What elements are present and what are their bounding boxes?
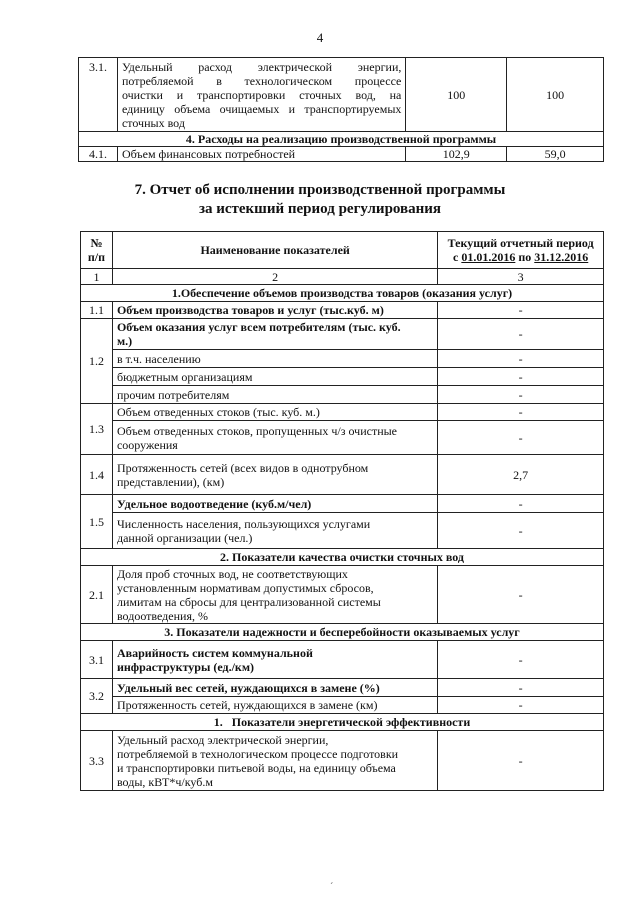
text-line: воды, кВТ*ч/куб.м: [116, 774, 213, 789]
value-cell: -: [438, 350, 604, 368]
section-heading: 7. Отчет об исполнении производственной программы: [134, 182, 506, 198]
period-to: 31.12.2016: [534, 250, 589, 264]
text-line: единицу объема очищаемых и транспортируемых: [121, 101, 402, 116]
report-table: [80, 231, 604, 791]
section-title: 1.Обеспечение объемов производства товаров (оказания услуг): [81, 285, 604, 302]
footer-mark: ´: [330, 882, 334, 893]
header-row: [81, 232, 604, 269]
text-line: водоотведения, %: [116, 608, 208, 623]
text-line: Объем оказания услуг всем потребителям (тыс. куб.: [116, 320, 401, 334]
text-line: Объем отведенных стоков, пропущенных ч/з очистные: [116, 423, 398, 438]
period-range: [442, 250, 599, 264]
text-line: Доля проб сточных вод, не соответствующих: [116, 566, 348, 581]
column-number: 3: [438, 269, 604, 285]
row-number: 1.2: [81, 319, 113, 404]
value-cell: -: [438, 513, 604, 549]
table-row: [81, 566, 604, 624]
indicator-name: Протяженность сетей, нуждающихся в замене (км): [112, 697, 437, 714]
indicator-name: Удельный вес сетей, нуждающихся в замене (%): [112, 679, 437, 697]
section-heading-subtitle: за истекший период регулирования: [198, 201, 442, 217]
value-cell: -: [438, 697, 604, 714]
value-cell: 59,0: [507, 147, 604, 162]
row-number: 1.1: [81, 302, 113, 319]
text-line: данной организации (чел.): [116, 530, 253, 545]
column-number-row: [81, 269, 604, 285]
text-line: и транспортировки питьевой воды, на единицу объема: [116, 760, 396, 775]
section-row: [81, 549, 604, 566]
value-cell: -: [438, 404, 604, 421]
value-cell: -: [438, 368, 604, 386]
header-number: [81, 232, 113, 269]
table-row: [81, 368, 604, 386]
value-cell: -: [438, 731, 604, 791]
header-period: [438, 232, 604, 269]
row-number: 3.3: [81, 731, 113, 791]
text-line: потребляемой в технологическом процессе подготовки: [116, 746, 399, 761]
row-number: 4.1.: [79, 147, 118, 162]
value-cell: 100: [406, 58, 507, 132]
value-cell: -: [438, 302, 604, 319]
table-row: [81, 697, 604, 714]
value-cell: 2,7: [438, 455, 604, 495]
section-row: [81, 714, 604, 731]
text-line: представлении), (км): [116, 474, 225, 489]
table-row: [81, 731, 604, 791]
section-title: 2. Показатели качества очистки сточных вод: [81, 549, 604, 566]
row-number: 3.1: [81, 641, 113, 679]
table-row: [81, 319, 604, 350]
value-cell: -: [438, 421, 604, 455]
value-cell: -: [438, 319, 604, 350]
row-number: 2.1: [81, 566, 113, 624]
indicator-name: Удельное водоотведение (куб.м/чел): [112, 495, 437, 513]
table-row: [81, 641, 604, 679]
text-line: м.): [116, 334, 133, 348]
text-line: Удельный расход электрической энергии,: [116, 732, 329, 747]
indicator-name: [112, 455, 437, 495]
table-row: [81, 350, 604, 368]
indicator-name: [112, 731, 437, 791]
row-number: 3.2: [81, 679, 113, 714]
period-prefix: по: [518, 250, 532, 264]
indicator-name: [112, 641, 437, 679]
text-line: лимитам на сбросы для централизованной системы: [116, 594, 381, 609]
text-line: сооружения: [116, 437, 178, 452]
table-row: [81, 455, 604, 495]
value-cell: -: [438, 495, 604, 513]
indicator-name: [112, 566, 437, 624]
text-line: Протяженность сетей (всех видов в однотрубном: [116, 460, 369, 475]
table-row: [81, 495, 604, 513]
table-row: [81, 421, 604, 455]
text-line: установленным нормативам допустимых сбросов,: [116, 580, 374, 595]
text-line: потребляемой в технологическом процессе: [121, 73, 402, 88]
indicator-name: [112, 319, 437, 350]
section-row: [81, 624, 604, 641]
table-row: [79, 58, 604, 132]
text-line: Аварийность систем коммунальной: [116, 645, 313, 660]
text-line: Численность населения, пользующихся услугами: [116, 516, 371, 531]
indicator-name: Объем финансовых потребностей: [117, 147, 405, 162]
indicator-name: [117, 58, 405, 132]
text-line: инфраструктуры (ед./км): [116, 659, 255, 674]
value-cell: -: [438, 386, 604, 404]
row-number: 1.3: [81, 404, 113, 455]
value-cell: -: [438, 566, 604, 624]
row-number: 3.1.: [79, 58, 118, 132]
indicator-name: Объем отведенных стоков (тыс. куб. м.): [112, 404, 437, 421]
section-row: [81, 285, 604, 302]
indicator-name: прочим потребителям: [112, 386, 437, 404]
section-row: [79, 132, 604, 147]
indicator-name: Объем производства товаров и услуг (тыс.куб. м): [112, 302, 437, 319]
header-text: п/п: [87, 250, 106, 264]
row-number: 1.5: [81, 495, 113, 549]
section-title: 4. Расходы на реализацию производственной программы: [79, 132, 604, 147]
period-prefix: с: [453, 250, 459, 264]
column-number: 1: [81, 269, 113, 285]
header-text: №: [90, 236, 103, 250]
table-row: [81, 404, 604, 421]
value-cell: 100: [507, 58, 604, 132]
program-indicators-table: [78, 57, 604, 162]
value-cell: -: [438, 679, 604, 697]
page-number: 4: [316, 30, 324, 45]
indicator-name: [112, 513, 437, 549]
indicator-name: [112, 421, 437, 455]
value-cell: 102,9: [406, 147, 507, 162]
table-row: [79, 147, 604, 162]
section-title: 3. Показатели надежности и бесперебойности оказываемых услуг: [81, 624, 604, 641]
table-row: [81, 386, 604, 404]
column-number: 2: [112, 269, 437, 285]
header-text: Текущий отчетный период: [447, 236, 594, 250]
indicator-name: в т.ч. населению: [112, 350, 437, 368]
text-line: Удельный расход электрической энергии,: [121, 59, 402, 74]
period-from: 01.01.2016: [461, 250, 516, 264]
table-row: [81, 302, 604, 319]
table-row: [81, 513, 604, 549]
table-row: [81, 679, 604, 697]
section-title: 1. Показатели энергетической эффективности: [81, 714, 604, 731]
text-line: сточных вод: [121, 115, 185, 130]
row-number: 1.4: [81, 455, 113, 495]
text-line: очистки и транспортировки сточных вод, на: [121, 87, 402, 102]
header-name: Наименование показателей: [112, 232, 437, 269]
indicator-name: бюджетным организациям: [112, 368, 437, 386]
value-cell: -: [438, 641, 604, 679]
